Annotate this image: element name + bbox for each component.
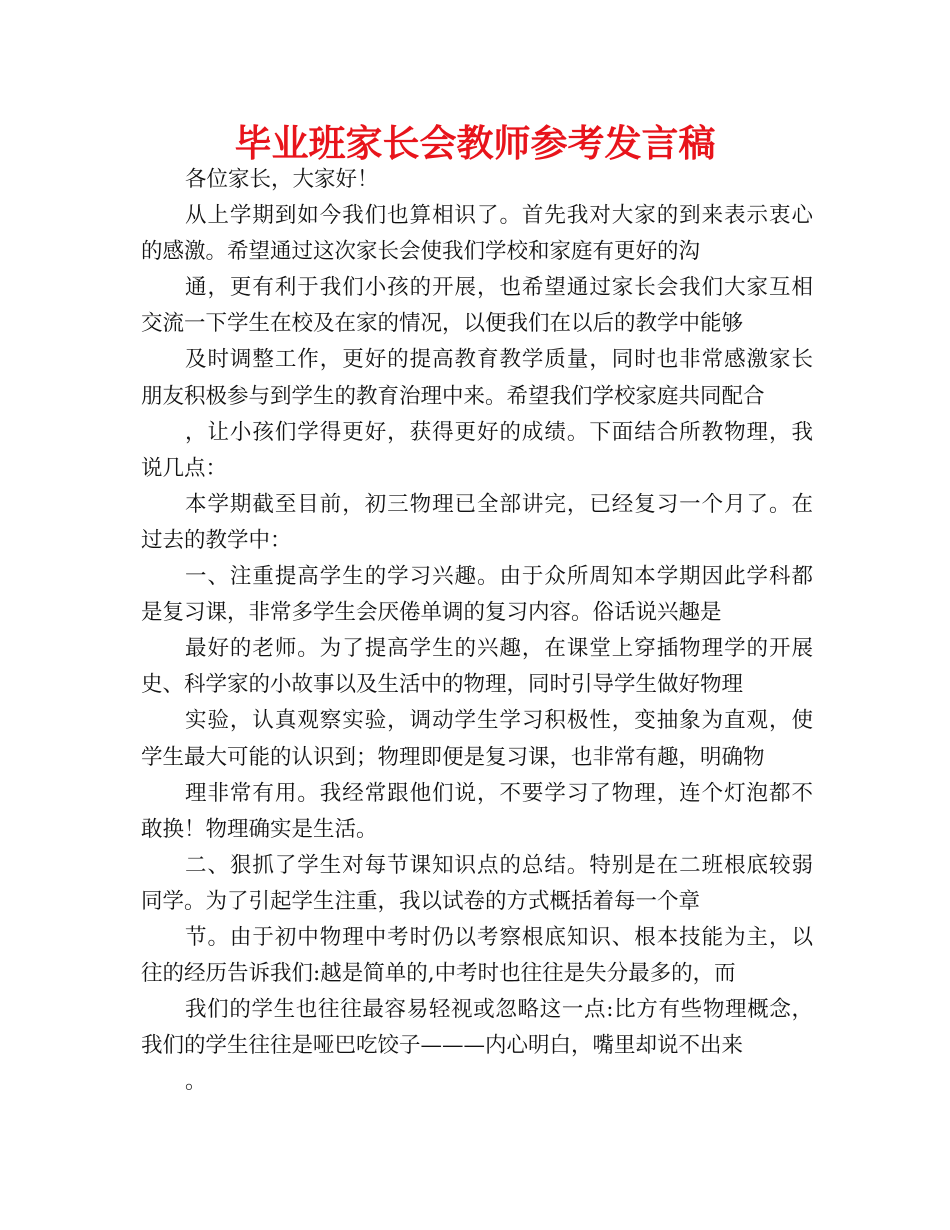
text-line: 实验，认真观察实验，调动学生学习积极性，变抽象为直观，使 — [185, 708, 813, 734]
text-line: 我们的学生往往是哑巴吃饺子———内心明白，嘴里却说不出来 — [141, 1033, 744, 1059]
text-line: 节。由于初中物理中考时仍以考察根底知识、根本技能为主，以 — [185, 924, 813, 950]
text-line: ，让小孩们学得更好，获得更好的成绩。下面结合所教物理，我 — [185, 419, 813, 445]
text-line: 说几点： — [141, 455, 228, 481]
text-line: 二、狠抓了学生对每节课知识点的总结。特别是在二班根底较弱 — [185, 852, 813, 878]
text-line: 史、科学家的小故事以及生活中的物理，同时引导学生做好物理 — [141, 672, 744, 698]
text-line: 往的经历告诉我们:越是简单的,中考时也往往是失分最多的，而 — [141, 961, 736, 987]
text-line: 过去的教学中： — [141, 527, 292, 553]
text-line: 各位家长，大家好！ — [185, 167, 379, 192]
text-line: 本学期截至目前，初三物理已全部讲完，已经复习一个月了。在 — [185, 491, 813, 517]
text-line: 学生最大可能的认识到；物理即便是复习课，也非常有趣，明确物 — [141, 744, 765, 770]
text-line: 朋友积极参与到学生的教育治理中来。希望我们学校家庭共同配合 — [141, 383, 765, 409]
document-title: 毕业班家长会教师参考发言稿 — [234, 122, 716, 165]
text-line: 通，更有利于我们小孩的开展，也希望通过家长会我们大家互相 — [185, 275, 813, 301]
text-line: 的感激。希望通过这次家长会使我们学校和家庭有更好的沟 — [141, 239, 701, 265]
text-line: 。 — [185, 1069, 207, 1095]
text-line: 一、注重提高学生的学习兴趣。由于众所周知本学期因此学科都 — [185, 564, 813, 590]
text-line: 我们的学生也往往最容易轻视或忽略这一点:比方有些物理概念， — [185, 997, 813, 1023]
text-line: 从上学期到如今我们也算相识了。首先我对大家的到来表示衷心 — [185, 203, 813, 229]
text-line: 最好的老师。为了提高学生的兴趣，在课堂上穿插物理学的开展 — [185, 636, 813, 662]
text-line: 同学。为了引起学生注重，我以试卷的方式概括着每一个章 — [141, 888, 701, 914]
document-body — [141, 162, 813, 1100]
text-line: 理非常有用。我经常跟他们说，不要学习了物理，连个灯泡都不 — [185, 780, 813, 806]
text-line: 是复习课，非常多学生会厌倦单调的复习内容。俗话说兴趣是 — [141, 600, 722, 626]
text-line: 交流一下学生在校及在家的情况，以便我们在以后的教学中能够 — [141, 311, 744, 337]
text-line: 及时调整工作，更好的提高教育教学质量，同时也非常感激家长 — [185, 347, 813, 373]
text-line: 敢换！物理确实是生活。 — [141, 816, 378, 842]
